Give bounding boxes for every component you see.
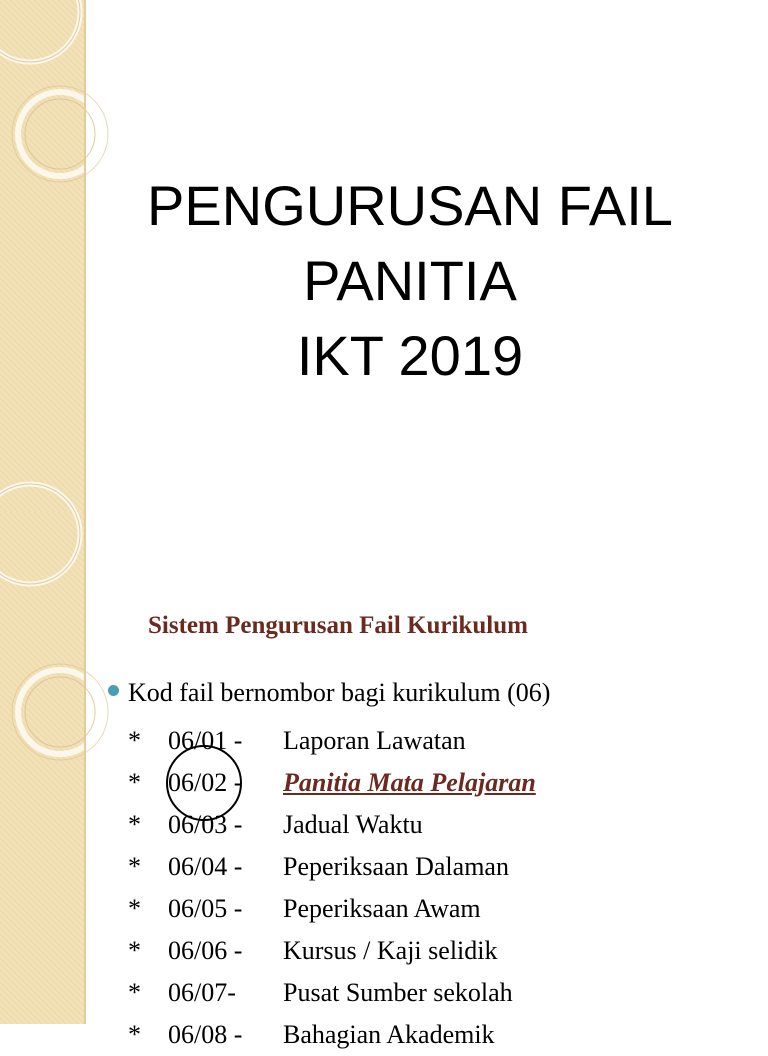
- slide-heading: Sistem Pengurusan Fail Kurikulum: [148, 612, 528, 639]
- row-marker: *: [128, 978, 141, 1007]
- row-code: 06/02 -: [168, 768, 243, 797]
- row-label-link[interactable]: Panitia Mata Pelajaran: [283, 768, 536, 797]
- row-label: Jadual Waktu: [283, 810, 423, 839]
- title-line-3: IKT 2019: [296, 324, 524, 387]
- row-marker: *: [128, 852, 141, 881]
- row-code: 06/01 -: [168, 726, 243, 755]
- row-marker: *: [128, 936, 141, 965]
- sidebar-edge: [84, 0, 86, 512]
- row-label: Peperiksaan Dalaman: [283, 852, 509, 881]
- row-code: 06/05 -: [168, 894, 243, 923]
- content-slide: [0, 512, 768, 1049]
- row-code: 06/03 -: [168, 810, 243, 839]
- row-marker: *: [128, 894, 141, 923]
- row-code: 06/07-: [168, 978, 236, 1007]
- row-label: Pusat Sumber sekolah: [283, 978, 513, 1007]
- intro-text: Kod fail bernombor bagi kurikulum (06): [128, 678, 551, 707]
- row-label: Peperiksaan Awam: [283, 894, 481, 923]
- decorative-sidebar: [0, 0, 86, 512]
- title-line-2: PANITIA: [303, 249, 517, 312]
- row-marker: *: [128, 726, 141, 755]
- row-marker: *: [128, 810, 141, 839]
- title-slide: [0, 0, 768, 512]
- decorative-rings-icon: [0, 0, 86, 512]
- row-label: Laporan Lawatan: [283, 726, 466, 755]
- slide-title: [90, 168, 730, 393]
- row-label: Kursus / Kaji selidik: [283, 936, 498, 965]
- row-label: Bahagian Akademik: [283, 1020, 495, 1049]
- decorative-sidebar: [0, 512, 86, 1024]
- sidebar-edge: [84, 512, 86, 1024]
- row-marker: *: [128, 768, 141, 797]
- title-line-1: PENGURUSAN FAIL: [147, 174, 673, 237]
- bullet-dot-icon: [108, 685, 119, 696]
- row-marker: *: [128, 1020, 141, 1049]
- row-code: 06/08 -: [168, 1020, 243, 1049]
- row-code: 06/04 -: [168, 852, 243, 881]
- bullet-intro: [108, 678, 550, 708]
- decorative-rings-icon: [0, 512, 86, 1024]
- highlight-circle: [166, 745, 242, 821]
- row-code: 06/06 -: [168, 936, 243, 965]
